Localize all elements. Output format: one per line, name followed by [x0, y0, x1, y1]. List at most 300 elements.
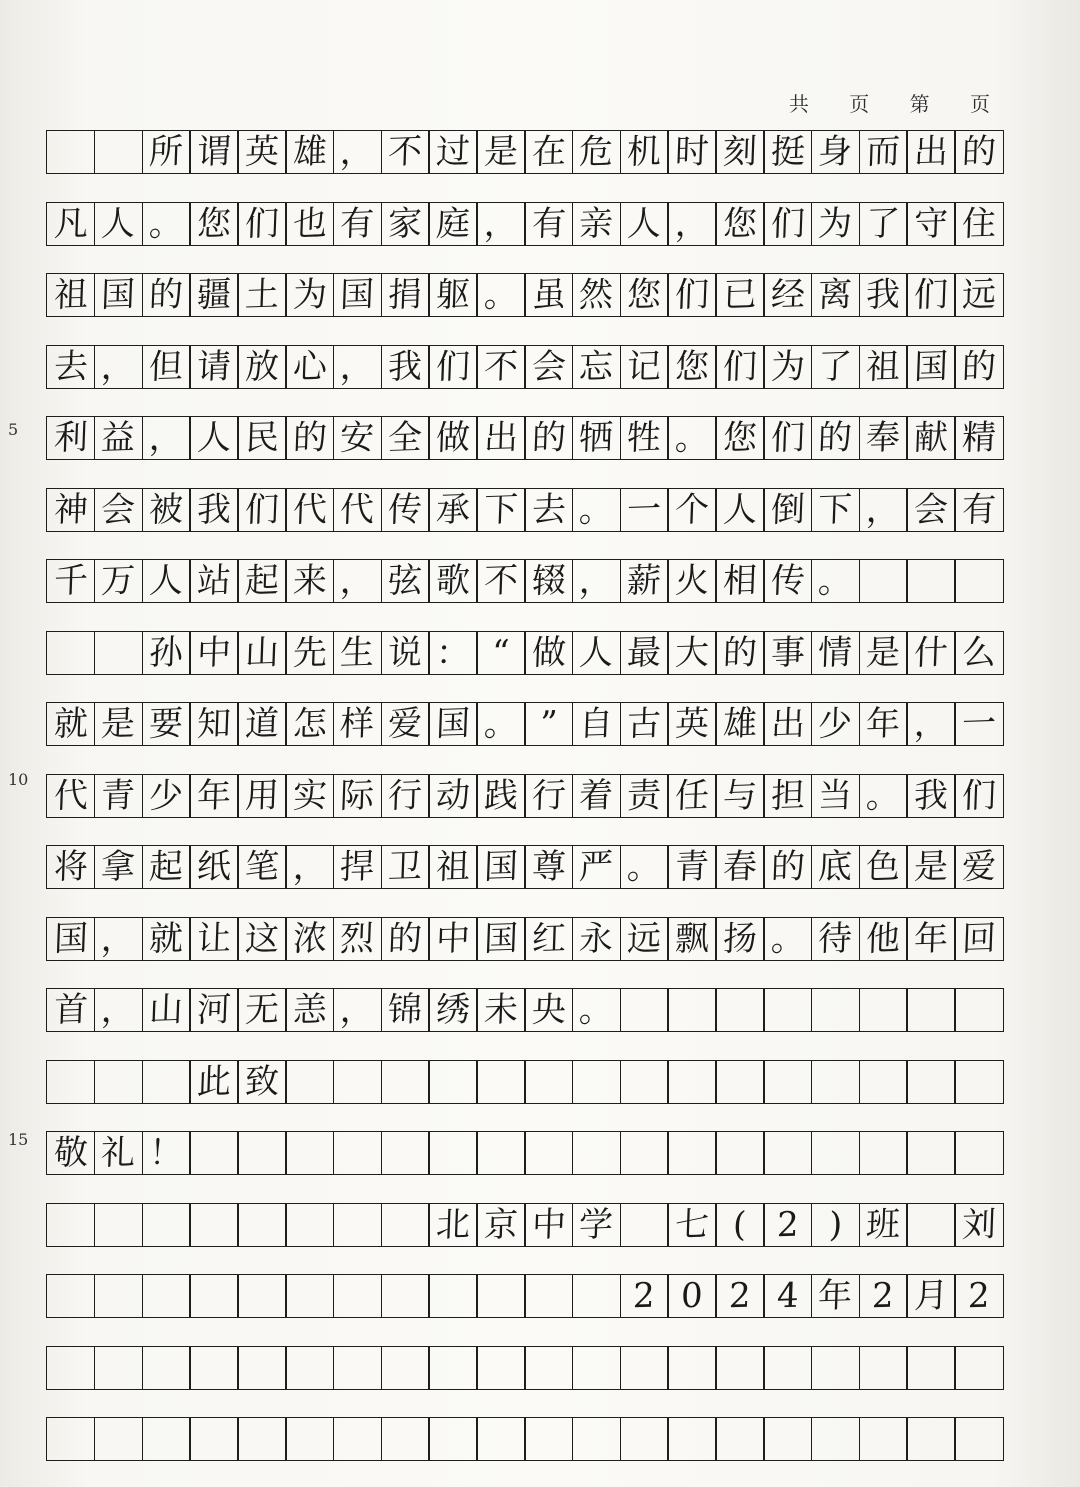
grid-cell [811, 202, 860, 246]
handwritten-char: 国 [435, 703, 471, 745]
grid-cell [524, 845, 573, 889]
grid-cell [189, 345, 238, 389]
grid-cell [189, 774, 238, 818]
grid-cell [811, 1060, 860, 1104]
grid-cell [189, 845, 238, 889]
grid-row [0, 631, 1080, 675]
handwritten-char: 。 [578, 488, 615, 531]
grid-cell [811, 917, 860, 961]
grid-cell [524, 1203, 573, 1247]
grid-cell [715, 416, 764, 460]
grid-cell [859, 1131, 908, 1175]
handwritten-char: 一 [626, 488, 662, 531]
handwritten-char: 生 [339, 631, 376, 674]
handwritten-char: 家 [387, 202, 423, 245]
handwritten-char: 事 [769, 631, 806, 674]
grid-cell [954, 1060, 1003, 1104]
handwritten-char: 京 [483, 1203, 519, 1246]
handwritten-char: 机 [626, 131, 662, 173]
handwritten-char: 古 [626, 703, 662, 745]
grid-cell [811, 845, 860, 889]
grid-cell [859, 488, 908, 532]
grid-cell [715, 631, 764, 675]
handwritten-char: 火 [674, 560, 710, 602]
grid-cell [954, 1346, 1003, 1390]
grid-cell [237, 1203, 286, 1247]
grid-cell [237, 631, 286, 675]
grid-cell [524, 345, 573, 389]
handwritten-char: 献 [913, 417, 949, 459]
grid-cell [572, 631, 621, 675]
grid-cell [142, 416, 191, 460]
grid-cell [572, 488, 621, 532]
grid-cell [715, 488, 764, 532]
grid-cell [381, 1274, 430, 1318]
grid-cell [333, 1346, 382, 1390]
grid-cell [381, 416, 430, 460]
grid-cell [142, 130, 191, 174]
grid-cell [285, 416, 334, 460]
grid-cell [476, 559, 525, 603]
grid-row [0, 988, 1080, 1032]
grid-cell [954, 845, 1003, 889]
handwritten-char: 最 [626, 631, 662, 674]
grid-cell [46, 273, 95, 317]
grid-cell [954, 702, 1003, 746]
grid-cell [954, 273, 1003, 317]
grid-cell [906, 202, 955, 246]
grid-cell [715, 917, 764, 961]
handwritten-char: 河 [196, 989, 232, 1031]
handwritten-char: 了 [817, 345, 854, 388]
grid-cell [620, 416, 669, 460]
handwritten-char: ， [339, 131, 376, 173]
grid-cell [94, 1131, 143, 1175]
handwritten-char: 此 [196, 1060, 232, 1103]
grid-cell [763, 130, 812, 174]
grid-cell [142, 1417, 191, 1461]
handwritten-char: ， [674, 202, 710, 245]
grid-cell [715, 345, 764, 389]
handwritten-char: 们 [244, 202, 280, 245]
grid-cell [237, 917, 286, 961]
grid-cell [763, 1346, 812, 1390]
grid-row [0, 488, 1080, 532]
grid-cell [46, 488, 95, 532]
grid-cell [620, 702, 669, 746]
handwritten-char: 致 [244, 1060, 280, 1103]
grid-cell [142, 988, 191, 1032]
handwritten-char: 们 [961, 774, 997, 817]
grid-cell [524, 631, 573, 675]
grid-cell [620, 917, 669, 961]
handwritten-char: 扬 [722, 917, 758, 960]
grid-cell [237, 702, 286, 746]
grid-cell [572, 917, 621, 961]
handwritten-char: 么 [961, 631, 997, 674]
handwritten-char: 爱 [387, 703, 423, 745]
grid-cell [763, 559, 812, 603]
grid-cell [237, 416, 286, 460]
grid-cell [859, 988, 908, 1032]
handwritten-char: 的 [961, 345, 997, 388]
grid-cell [859, 1346, 908, 1390]
handwritten-char: 我 [913, 774, 949, 817]
grid-cell [428, 631, 477, 675]
handwritten-char: 祖 [865, 345, 901, 388]
handwritten-char: 国 [52, 917, 89, 960]
handwritten-char: 放 [244, 345, 280, 388]
grid-cell [667, 1274, 716, 1318]
grid-cell [620, 273, 669, 317]
grid-cell [906, 416, 955, 460]
handwritten-char: 当 [817, 774, 854, 817]
grid-cell [667, 1131, 716, 1175]
handwritten-char: 少 [148, 774, 184, 817]
grid-cell [620, 845, 669, 889]
grid-cell [524, 130, 573, 174]
grid-cell [94, 1203, 143, 1247]
handwritten-char: 会 [913, 488, 949, 531]
handwritten-char: 国 [483, 846, 519, 888]
handwritten-char: 的 [148, 274, 184, 316]
grid-cell [428, 345, 477, 389]
handwritten-char: 传 [387, 488, 423, 531]
grid-cell [333, 1060, 382, 1104]
handwritten-char: 刻 [722, 131, 758, 173]
grid-cell [189, 1131, 238, 1175]
grid-cell [237, 1346, 286, 1390]
grid-cell [715, 1203, 764, 1247]
grid-cell [333, 559, 382, 603]
grid-cell [572, 273, 621, 317]
handwritten-char: 国 [100, 274, 137, 316]
grid-cell [906, 988, 955, 1032]
grid-cell [381, 130, 430, 174]
grid-cell [46, 988, 95, 1032]
grid-cell [572, 845, 621, 889]
grid-cell [333, 702, 382, 746]
grid-cell [763, 1274, 812, 1318]
handwritten-char: 相 [722, 560, 758, 602]
handwritten-char: 经 [769, 274, 806, 316]
handwritten-char: 青 [100, 774, 137, 817]
grid-cell [954, 1203, 1003, 1247]
handwritten-char: 行 [530, 774, 567, 817]
grid-cell [428, 1131, 477, 1175]
grid-cell [237, 1417, 286, 1461]
grid-cell [381, 917, 430, 961]
handwritten-char: 们 [674, 274, 710, 316]
handwritten-char: 承 [435, 488, 471, 531]
grid-cell [94, 345, 143, 389]
handwritten-char: 中 [530, 1203, 567, 1246]
grid-cell [763, 702, 812, 746]
handwritten-char: “ [491, 632, 511, 673]
handwritten-char: 下 [817, 488, 854, 531]
handwritten-char: 年 [196, 774, 232, 817]
grid-cell [381, 488, 430, 532]
grid-cell [237, 1060, 286, 1104]
grid-cell [715, 202, 764, 246]
grid-cell [572, 130, 621, 174]
grid-cell [906, 1060, 955, 1104]
grid-cell [142, 1274, 191, 1318]
handwritten-char: 未 [483, 989, 519, 1031]
grid-cell [954, 488, 1003, 532]
handwritten-char: 英 [674, 703, 710, 745]
handwritten-char: 飘 [674, 917, 710, 960]
handwritten-char: 们 [244, 488, 280, 531]
grid-cell [333, 273, 382, 317]
grid-cell [94, 559, 143, 603]
grid-cell [381, 345, 430, 389]
handwritten-char: 。 [626, 846, 662, 888]
grid-cell [476, 1274, 525, 1318]
grid-row [0, 774, 1080, 818]
handwritten-char: ) [828, 1204, 843, 1245]
handwritten-char: 山 [244, 631, 280, 674]
grid-cell [572, 202, 621, 246]
grid-cell [811, 488, 860, 532]
grid-cell [667, 416, 716, 460]
grid-cell [667, 774, 716, 818]
grid-cell [142, 1346, 191, 1390]
handwritten-char: 们 [769, 202, 806, 245]
grid-cell [285, 1131, 334, 1175]
grid-row [0, 130, 1080, 174]
grid-cell [237, 845, 286, 889]
grid-cell [859, 631, 908, 675]
handwritten-char: 是 [913, 846, 949, 888]
grid-cell [381, 1131, 430, 1175]
line-marker-10: 10 [8, 770, 29, 789]
handwritten-char: 住 [961, 202, 997, 245]
handwritten-char: 雄 [291, 131, 328, 173]
grid-cell [572, 1203, 621, 1247]
grid-row [0, 917, 1080, 961]
grid-cell [715, 273, 764, 317]
grid-cell [428, 130, 477, 174]
grid-cell [94, 1417, 143, 1461]
handwritten-char: 2 [632, 1275, 656, 1317]
handwritten-char: 了 [865, 202, 901, 245]
grid-cell [715, 845, 764, 889]
grid-cell [524, 1274, 573, 1318]
handwritten-char: 被 [148, 488, 184, 531]
grid-cell [811, 1274, 860, 1318]
grid-cell [333, 1274, 382, 1318]
grid-cell [715, 988, 764, 1032]
handwritten-char: 代 [52, 774, 89, 817]
handwritten-char: 的 [291, 417, 328, 459]
grid-cell [142, 345, 191, 389]
grid-cell [620, 631, 669, 675]
grid-cell [333, 1203, 382, 1247]
grid-cell [811, 702, 860, 746]
handwritten-char: ， [339, 560, 376, 602]
handwritten-char: 敬 [52, 1132, 89, 1174]
grid-cell [428, 202, 477, 246]
grid-cell [476, 1417, 525, 1461]
grid-cell [476, 917, 525, 961]
grid-cell [667, 1346, 716, 1390]
handwritten-char: 2 [776, 1204, 800, 1245]
grid-cell [333, 845, 382, 889]
handwritten-char: 首 [52, 989, 89, 1031]
grid-cell [381, 273, 430, 317]
grid-cell [859, 130, 908, 174]
grid-cell [667, 488, 716, 532]
handwritten-char: 的 [817, 417, 854, 459]
handwritten-char: 祖 [435, 846, 471, 888]
grid-cell [476, 1203, 525, 1247]
handwritten-char: 下 [483, 488, 519, 531]
handwritten-char: 倒 [769, 488, 806, 531]
grid-cell [142, 1131, 191, 1175]
handwritten-char: 要 [148, 703, 184, 745]
grid-cell [906, 917, 955, 961]
handwritten-char: 春 [722, 846, 758, 888]
grid-cell [954, 416, 1003, 460]
handwritten-char: 的 [387, 917, 423, 960]
handwritten-char: 的 [722, 631, 758, 674]
grid-cell [381, 1203, 430, 1247]
handwritten-char: 虽 [530, 274, 567, 316]
grid-cell [524, 774, 573, 818]
grid-cell [572, 1417, 621, 1461]
handwritten-char: 是 [483, 131, 519, 173]
grid-cell [189, 1417, 238, 1461]
grid-cell [763, 1203, 812, 1247]
pages-label: 页 [849, 92, 872, 116]
handwritten-char: 的 [530, 417, 567, 459]
grid-cell [906, 1417, 955, 1461]
grid-cell [476, 1346, 525, 1390]
handwritten-char: 青 [674, 846, 710, 888]
grid-row [0, 1274, 1080, 1318]
grid-cell [46, 345, 95, 389]
handwritten-char: 您 [722, 202, 758, 245]
handwritten-char: ！ [148, 1132, 184, 1174]
grid-cell [285, 345, 334, 389]
handwritten-char: 情 [817, 631, 854, 674]
grid-cell [381, 202, 430, 246]
handwritten-char: 益 [100, 417, 137, 459]
grid-cell [620, 559, 669, 603]
grid-row [0, 416, 1080, 460]
grid-cell [285, 1346, 334, 1390]
grid-cell [46, 917, 95, 961]
grid-cell [476, 416, 525, 460]
grid-cell [572, 702, 621, 746]
handwritten-char: 请 [196, 345, 232, 388]
grid-cell [46, 1060, 95, 1104]
grid-cell [524, 488, 573, 532]
grid-cell [811, 774, 860, 818]
grid-cell [46, 416, 95, 460]
grid-cell [954, 345, 1003, 389]
grid-cell [94, 273, 143, 317]
grid-cell [428, 416, 477, 460]
grid-cell [763, 774, 812, 818]
grid-cell [859, 1417, 908, 1461]
grid-cell [285, 273, 334, 317]
handwritten-char: 中 [435, 917, 471, 960]
handwritten-char: 自 [578, 703, 615, 745]
grid-cell [620, 488, 669, 532]
grid-cell [46, 559, 95, 603]
grid-cell [715, 1060, 764, 1104]
handwritten-char: 中 [196, 631, 232, 674]
grid-cell [333, 202, 382, 246]
grid-cell [859, 917, 908, 961]
grid-cell [142, 702, 191, 746]
grid-cell [859, 774, 908, 818]
grid-cell [476, 845, 525, 889]
handwritten-char: 神 [52, 488, 89, 531]
grid-cell [811, 130, 860, 174]
handwritten-char: 任 [674, 774, 710, 817]
grid-cell [667, 273, 716, 317]
grid-cell [906, 559, 955, 603]
grid-cell [46, 1131, 95, 1175]
handwritten-char: 国 [483, 917, 519, 960]
handwritten-char: 挺 [769, 131, 806, 173]
grid-cell [333, 130, 382, 174]
grid-cell [763, 1131, 812, 1175]
grid-cell [285, 917, 334, 961]
handwritten-char: 。 [578, 989, 615, 1031]
grid-cell [142, 631, 191, 675]
grid-cell [811, 1346, 860, 1390]
handwritten-char: 利 [52, 417, 89, 459]
handwritten-char: 笔 [244, 846, 280, 888]
handwritten-char: 牲 [626, 417, 662, 459]
grid-cell [237, 488, 286, 532]
grid-cell [476, 1131, 525, 1175]
handwritten-char: 我 [387, 345, 423, 388]
grid-cell [333, 988, 382, 1032]
handwritten-char: 行 [387, 774, 423, 817]
handwritten-char: 国 [913, 345, 949, 388]
handwritten-char: 代 [291, 488, 328, 531]
total-pages-label: 共 [788, 92, 811, 116]
grid-cell [524, 1346, 573, 1390]
grid-cell [954, 202, 1003, 246]
grid-cell [237, 202, 286, 246]
handwritten-char: ( [732, 1204, 748, 1245]
grid-cell [285, 988, 334, 1032]
grid-cell [715, 1131, 764, 1175]
grid-cell [954, 631, 1003, 675]
handwritten-char: 远 [961, 274, 997, 316]
grid-cell [46, 702, 95, 746]
grid-cell [94, 1274, 143, 1318]
handwritten-char: 什 [913, 631, 949, 674]
handwritten-char: 少 [817, 703, 854, 745]
grid-cell [46, 774, 95, 818]
handwritten-char: 躯 [435, 274, 471, 316]
grid-cell [954, 130, 1003, 174]
grid-cell [763, 345, 812, 389]
grid-cell [524, 917, 573, 961]
handwritten-char: 色 [865, 846, 901, 888]
grid-cell [237, 130, 286, 174]
handwritten-char: 烈 [339, 917, 376, 960]
handwritten-char: 将 [52, 846, 89, 888]
grid-cell [142, 559, 191, 603]
